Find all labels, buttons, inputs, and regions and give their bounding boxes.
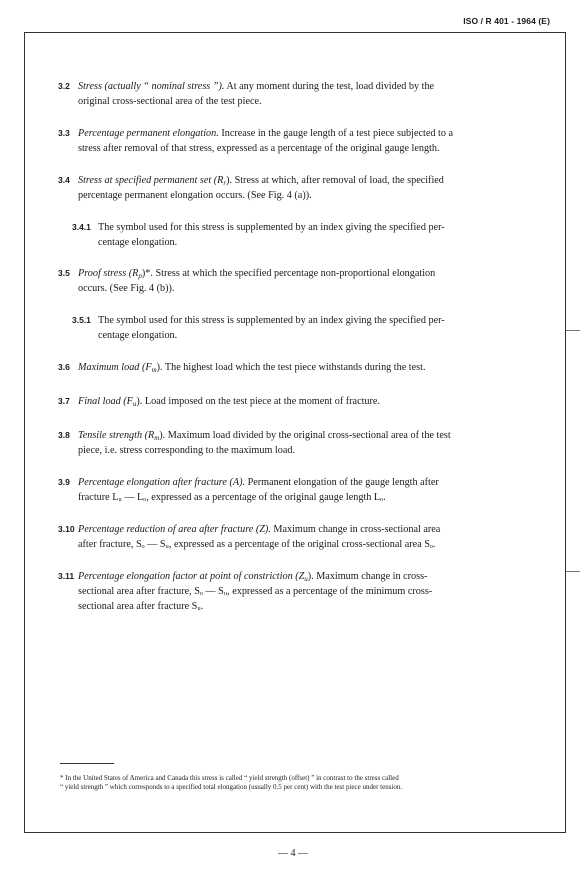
clause-text: ). Maximum change in cross- [307, 571, 428, 582]
margin-mark [566, 330, 580, 331]
clause-3-7 [58, 394, 498, 409]
clause-3-10 [58, 522, 498, 552]
clause-text: ). Stress at which, after removal of load, the specified [226, 175, 444, 186]
clause-text-cont: stress after removal of that stress, expressed as a percentage of the original gauge length. [78, 143, 440, 154]
clause-heading: Stress (actually “ nominal stress ”). [78, 81, 225, 92]
clause-subscript: u [304, 575, 308, 583]
clause-text: ). The highest load which the test piece withstands during the test. [156, 362, 426, 373]
clause-heading: Percentage permanent elongation. [78, 128, 219, 139]
clause-subscript: u [132, 400, 137, 408]
clause-heading: Maximum load (F [78, 362, 152, 373]
footnote-rule [60, 763, 114, 764]
clause-3-6 [58, 360, 498, 375]
clause-heading: Tensile strength (R [78, 430, 155, 441]
clause-3-2 [58, 79, 498, 109]
clause-number: 3.9 [58, 477, 70, 487]
clause-3-5-1 [72, 313, 498, 343]
margin-mark [566, 571, 580, 572]
clause-number: 3.2 [58, 81, 70, 91]
footnote-line: “ yield strength ” which corresponds to a specified total elongation (usually 0.5 per cent) with the test piece under tension. [60, 783, 403, 791]
clause-subscript: m [151, 366, 157, 374]
clause-number: 3.11 [58, 571, 75, 581]
clause-heading: Percentage elongation factor at point of constriction (Z [78, 571, 305, 582]
clause-heading: Stress at specified permanent set (R [78, 175, 224, 186]
clause-text: ). Load imposed on the test piece at the moment of fracture. [136, 396, 380, 407]
clause-subscript: p [138, 272, 142, 280]
clause-text-cont: percentage permanent elongation occurs. (See Fig. 4 (a)). [78, 190, 312, 201]
clause-text: ). Maximum load divided by the original cross-sectional area of the test [159, 430, 451, 441]
clause-text-cont: after fracture, Sₒ — Sᵤ, expressed as a percentage of the original cross-sectional area Sₒ. [78, 539, 436, 550]
clause-text-cont: occurs. (See Fig. 4 (b)). [78, 283, 175, 294]
clause-number: 3.5 [58, 268, 70, 278]
clause-3-4 [58, 173, 498, 203]
clause-3-8 [58, 428, 498, 458]
clause-number: 3.8 [58, 430, 70, 440]
clause-number: 3.3 [58, 128, 70, 138]
clause-number: 3.4.1 [72, 222, 91, 232]
clause-text-cont: sectional area after fracture, Sₒ — Sᵤ, expressed as a percentage of the minimum cross- [78, 586, 433, 597]
clause-text-cont: sectional area after fracture Sᵤ. [78, 601, 204, 612]
clause-text-cont: centage elongation. [98, 237, 178, 248]
clause-number: 3.6 [58, 362, 70, 372]
clause-3-4-1 [72, 220, 498, 250]
footnote [60, 774, 510, 792]
clause-text-cont: fracture Lᵤ — Lₒ, expressed as a percentage of the original gauge length Lₒ. [78, 492, 386, 503]
clause-number: 3.5.1 [72, 315, 91, 325]
clause-heading: Proof stress (R [78, 268, 139, 279]
clause-text-cont: original cross-sectional area of the test piece. [78, 96, 262, 107]
clause-heading: Percentage elongation after fracture (A). [78, 477, 246, 488]
clause-text: Increase in the gauge length of a test piece subjected to a [218, 128, 454, 139]
clause-heading: Final load (F [78, 396, 133, 407]
clause-text: The symbol used for this stress is supplemented by an index giving the specified per- [98, 222, 445, 233]
clause-text: At any moment during the test, load divided by the [224, 81, 435, 92]
clause-number: 3.7 [58, 396, 70, 406]
clause-number: 3.4 [58, 175, 70, 185]
clause-heading: Percentage reduction of area after fracture (Z). [78, 524, 271, 535]
clause-text: Maximum change in cross-sectional area [270, 524, 441, 535]
clause-text-cont: centage elongation. [98, 330, 178, 341]
clause-subscript: r [223, 179, 227, 187]
clause-3-9 [58, 475, 498, 505]
document-code: ISO / R 401 - 1964 (E) [463, 16, 550, 26]
clause-text: )*. Stress at which the specified percentage non-proportional elongation [141, 268, 436, 279]
clause-number: 3.10 [58, 524, 75, 534]
clause-3-5 [58, 266, 498, 296]
page-number: — 4 — [278, 848, 308, 859]
clause-text: Permanent elongation of the gauge length after [245, 477, 439, 488]
clause-3-11 [58, 569, 498, 614]
clause-3-3 [58, 126, 498, 156]
clause-text-cont: piece, i.e. stress corresponding to the maximum load. [78, 445, 295, 456]
clause-text: The symbol used for this stress is supplemented by an index giving the specified per- [98, 315, 445, 326]
footnote-line: * In the United States of America and Canada this stress is called “ yield strength (offset) ” in contrast to the stress called [60, 774, 399, 782]
clause-subscript: m [154, 434, 160, 442]
